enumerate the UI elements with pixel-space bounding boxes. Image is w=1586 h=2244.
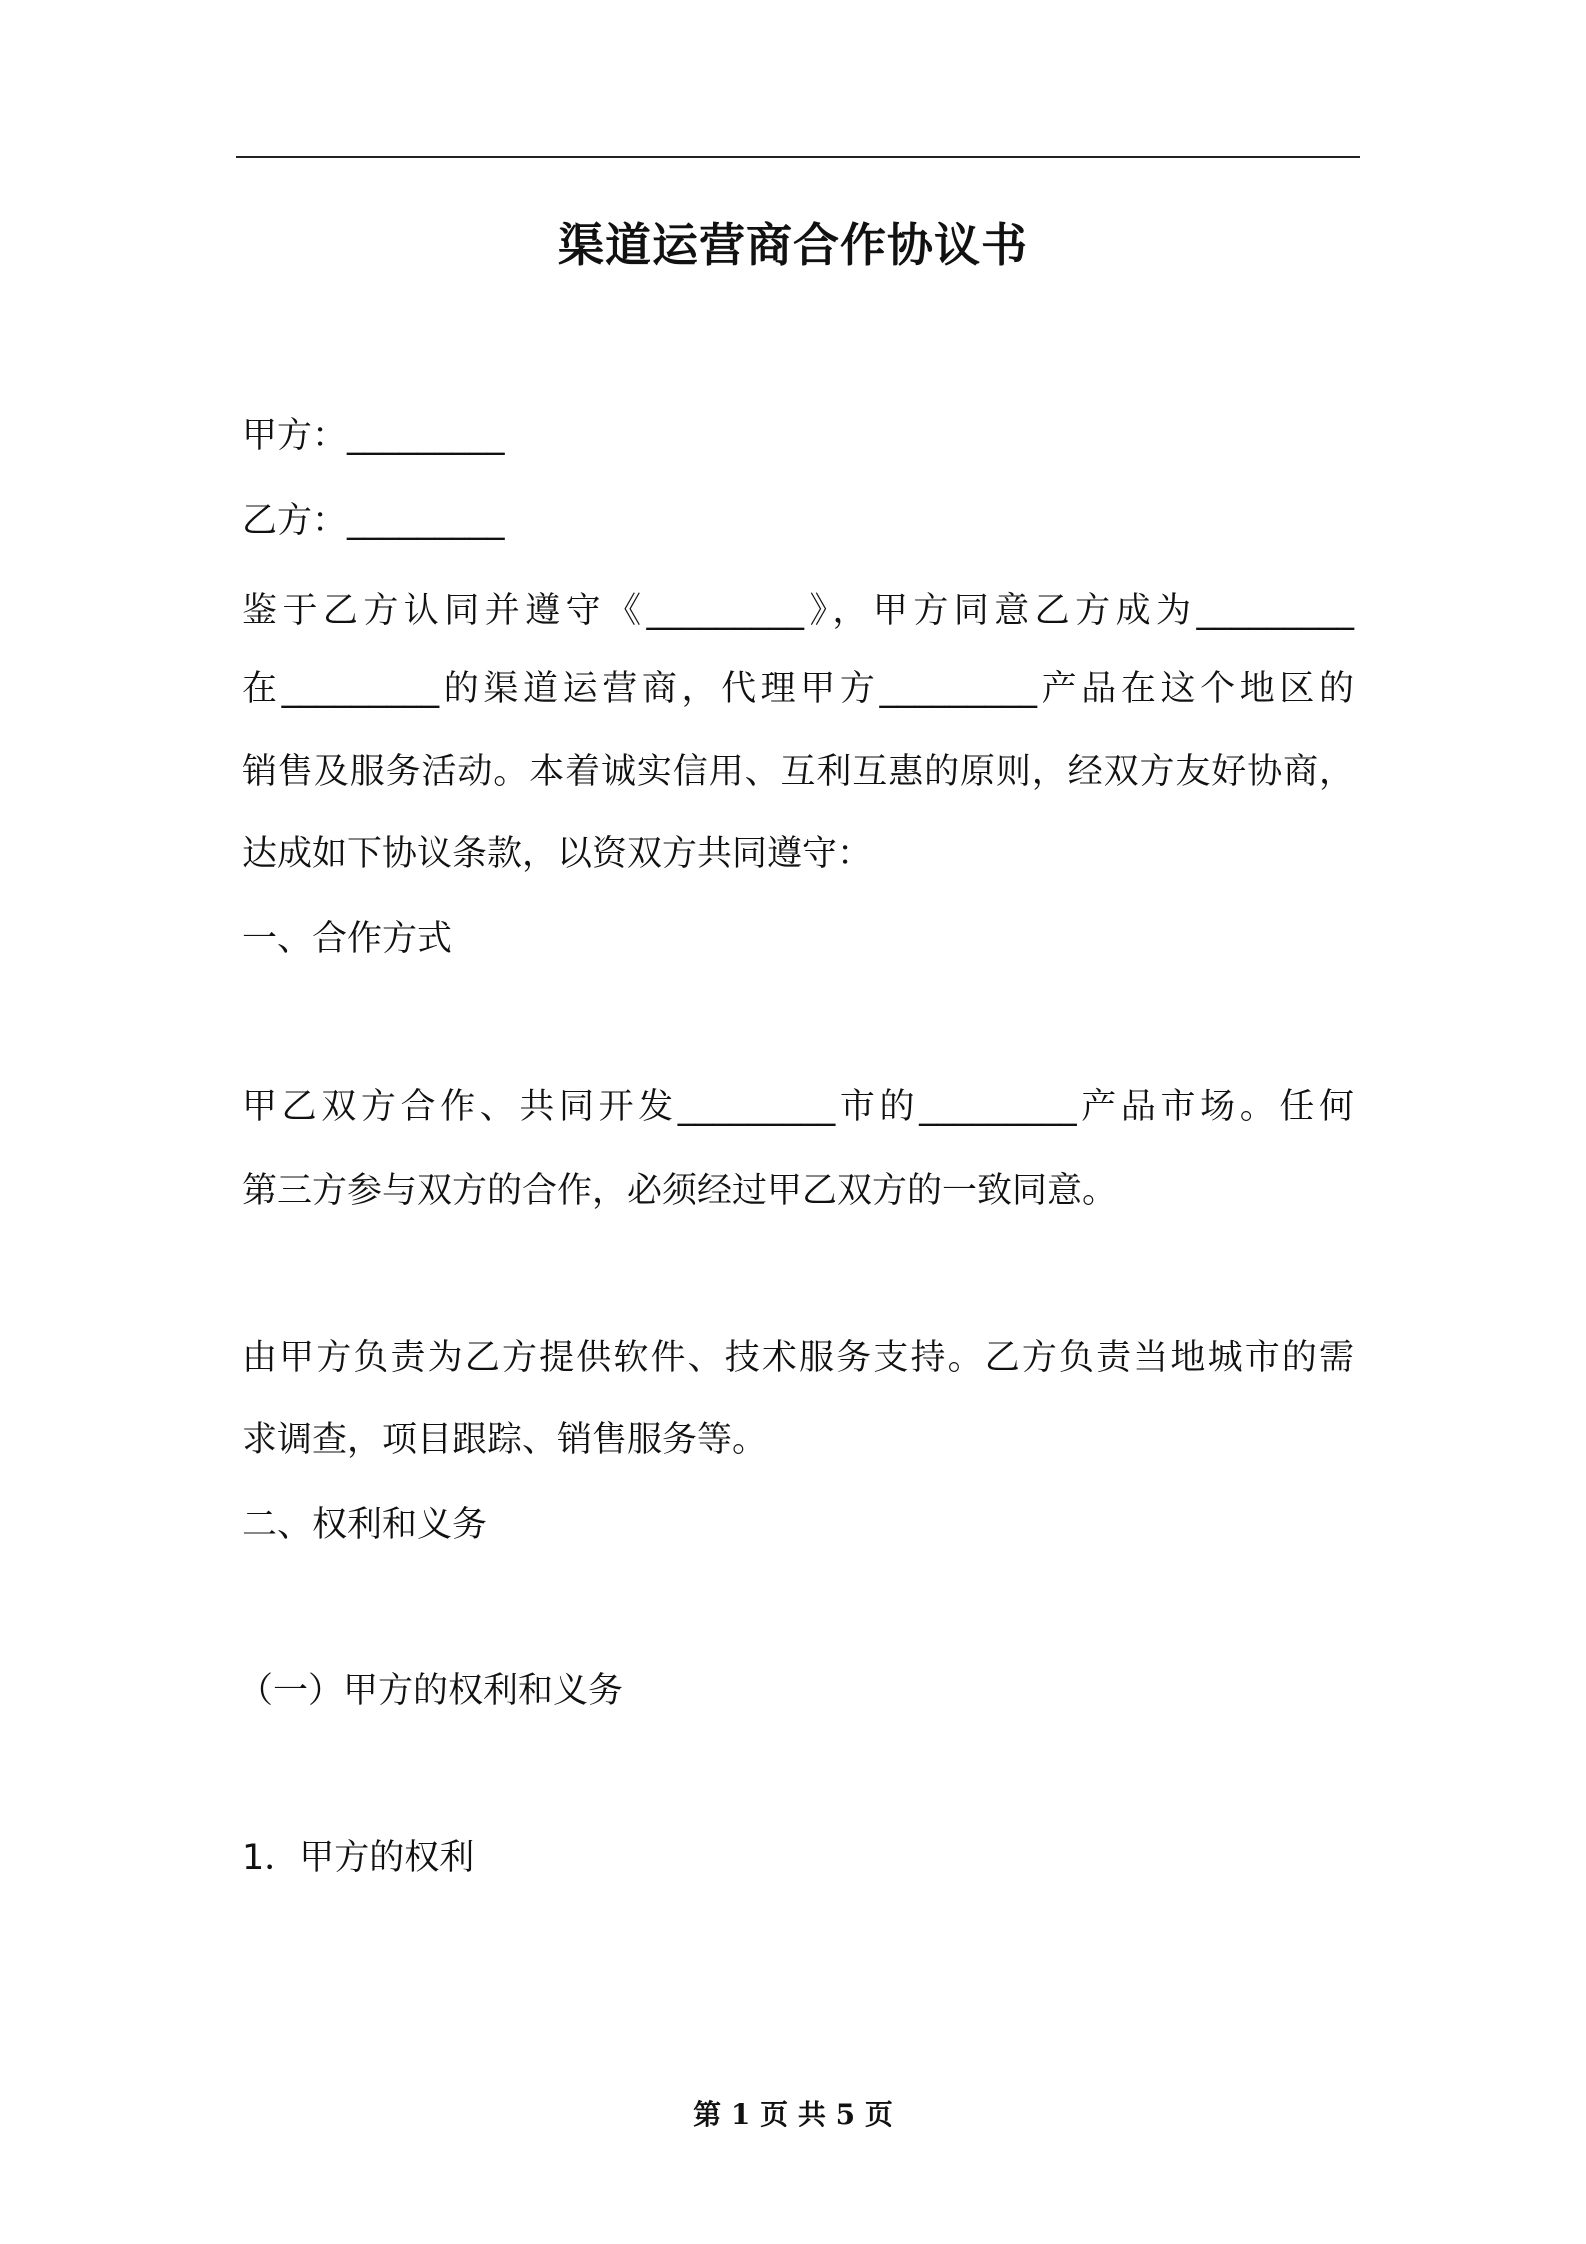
page-footer: 第 1 页 共 5 页 (693, 2098, 893, 2131)
section-1-para-1-line-1: 甲乙双方合作、共同开发_________市的_________产品市场。任何 (242, 1087, 1354, 1127)
header-rule (236, 156, 1360, 158)
section-2-heading: 二、权利和义务 (242, 1505, 488, 1545)
intro-line-4: 达成如下协议条款，以资双方共同遵守： (242, 834, 873, 874)
intro-line-3: 销售及服务活动。本着诚实信用、互利互惠的原则，经双方友好协商， (242, 752, 1354, 792)
document-title: 渠道运营商合作协议书 (558, 218, 1028, 272)
section-1-para-2-line-1: 由甲方负责为乙方提供软件、技术服务支持。乙方负责当地城市的需 (242, 1338, 1354, 1378)
section-1-heading: 一、合作方式 (242, 919, 453, 959)
party-a-line: 甲方：_________ (242, 416, 505, 456)
intro-line-1: 鉴于乙方认同并遵守《_________》，甲方同意乙方成为_________ (242, 591, 1354, 631)
party-b-line: 乙方：_________ (242, 501, 505, 541)
subsection-1-heading: （一）甲方的权利和义务 (238, 1671, 624, 1711)
section-1-para-1-line-2: 第三方参与双方的合作，必须经过甲乙双方的一致同意。 (242, 1171, 1118, 1211)
intro-line-2: 在_________的渠道运营商，代理甲方_________产品在这个地区的 (242, 669, 1354, 709)
section-1-para-2-line-2: 求调查，项目跟踪、销售服务等。 (242, 1420, 768, 1460)
item-1-heading: 1．甲方的权利 (242, 1838, 475, 1878)
